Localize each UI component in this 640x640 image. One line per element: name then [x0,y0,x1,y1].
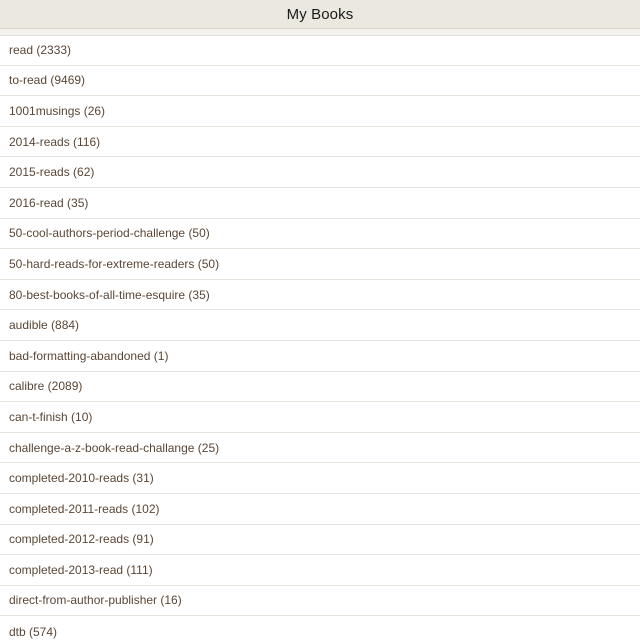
shelf-item-50-cool-authors[interactable] [0,219,640,250]
shelf-label: 2015-reads (62) [9,165,95,180]
shelf-list [0,35,640,640]
shelf-label: dtb (574) [9,624,58,639]
page-title: My Books [286,5,354,23]
shelf-label: read (2333) [9,42,72,57]
shelf-label: 50-hard-reads-for-extreme-readers (50) [9,256,220,271]
shelf-item-to-read[interactable] [0,66,640,97]
shelf-label: calibre (2089) [9,379,83,394]
shelf-label: 2016-read (35) [9,195,89,210]
shelf-item-audible[interactable] [0,310,640,341]
shelf-label: completed-2010-reads (31) [9,471,154,486]
shelf-item-calibre[interactable] [0,372,640,403]
shelf-item-2014-reads[interactable] [0,127,640,158]
shelf-item-direct-from-author[interactable] [0,586,640,617]
shelf-item-read[interactable] [0,35,640,66]
shelf-item-completed-2012-reads[interactable] [0,525,640,556]
shelf-label: completed-2012-reads (91) [9,532,154,547]
shelf-label: to-read (9469) [9,73,86,88]
shelf-label: 50-cool-authors-period-challenge (50) [9,226,210,241]
shelf-item-can-t-finish[interactable] [0,402,640,433]
shelf-item-50-hard-reads[interactable] [0,249,640,280]
shelf-item-completed-2011-reads[interactable] [0,494,640,525]
shelf-item-completed-2013-read[interactable] [0,555,640,586]
shelf-label: 1001musings (26) [9,103,106,118]
shelf-label: completed-2011-reads (102) [9,501,160,516]
navigation-bar [0,0,640,29]
shelf-label: challenge-a-z-book-read-challange (25) [9,440,220,455]
shelf-label: direct-from-author-publisher (16) [9,593,182,608]
shelf-item-2015-reads[interactable] [0,157,640,188]
shelf-item-80-best-books[interactable] [0,280,640,311]
shelf-label: audible (884) [9,318,80,333]
shelf-item-completed-2010-reads[interactable] [0,463,640,494]
shelf-item-bad-formatting-abandoned[interactable] [0,341,640,372]
shelf-label: 2014-reads (116) [9,134,101,149]
shelf-item-2016-read[interactable] [0,188,640,219]
shelf-label: bad-formatting-abandoned (1) [9,348,169,363]
shelf-label: 80-best-books-of-all-time-esquire (35) [9,287,210,302]
shelf-label: can-t-finish (10) [9,409,93,424]
shelf-item-1001musings[interactable] [0,96,640,127]
shelf-item-challenge-a-z[interactable] [0,433,640,464]
shelf-item-dtb[interactable] [0,616,640,640]
shelf-label: completed-2013-read (111) [9,562,153,577]
